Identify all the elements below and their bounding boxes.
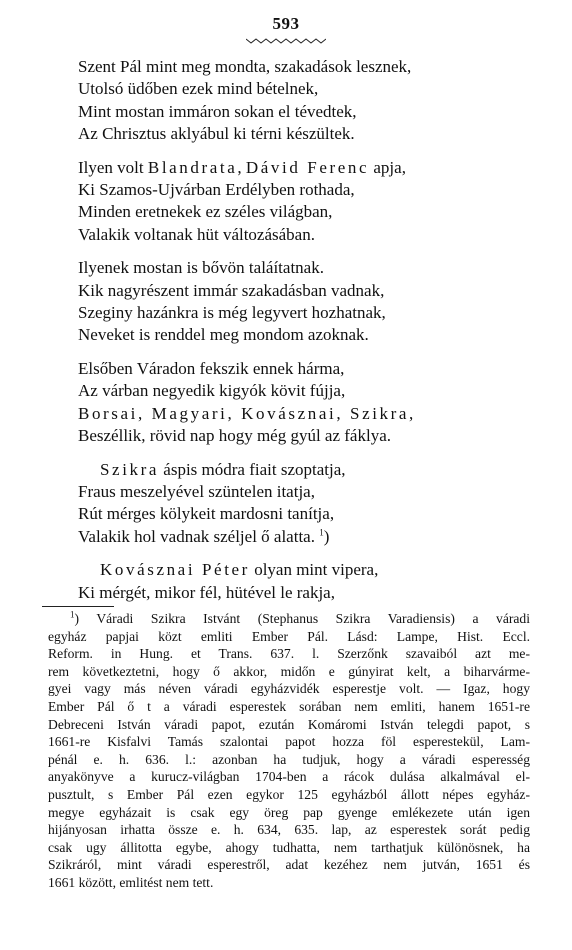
poem-line: Rút mérges kölykeit mardosni tanítja, — [78, 504, 335, 524]
spaced-name: Dávid Ferenc — [245, 157, 370, 177]
poem-line: Ki Szamos-Ujvárban Erdélyben rothada, — [78, 180, 355, 200]
poem-line: Valakik voltanak hüt változásában. — [78, 224, 315, 244]
poem-line-names: Borsai, Magyari, Kovásznai, Szikra, — [78, 403, 416, 423]
poem-line: Kik nagyrészent immár szakadásban vadnak, — [78, 280, 385, 300]
spaced-name: Blandrata — [147, 157, 238, 177]
footnote-line: anyakönyve a kurucz-világban 1704-ben a rácok dulása alkalmával el- — [48, 769, 530, 785]
footnote-line — [48, 610, 530, 628]
footnote-marker: 1 — [319, 527, 324, 538]
footnote-line: Reform. in Hung. et Trans. 637. l. Szerzőnk szavaiból azt me- — [48, 646, 530, 662]
footnote-line: rem következtetni, hogy ő akkor, midőn e gúnyirat kelt, a biharvárme- — [48, 663, 530, 679]
footnote-separator — [42, 606, 114, 607]
footnote-line: Debreceni István váradi papot, ezután Komáromi István telegdi papot, s — [48, 716, 530, 732]
footnote-line: pusztult, s Ember Pál ezen egykor 125 egyházból állott népes egyház- — [48, 786, 530, 802]
poem-line: Minden eretnekek ez széles világban, — [78, 202, 333, 222]
stanza-3 — [78, 257, 518, 347]
page-number-ornament — [246, 38, 326, 44]
poem-line: Beszéllik, rövid nap hogy még gyúl az fáklya. — [78, 426, 391, 446]
spaced-name: Kovásznai Péter — [100, 560, 250, 580]
poem-line: Szeginy hazánkra is még legyvert hozhatnak, — [78, 303, 386, 323]
poem-line: Valakik hol vadnak széljel ő alatta. $^1$) — [78, 526, 330, 546]
poem-line: Mint mostan immáron sokan el tévedtek, — [78, 101, 357, 121]
stanza-6 — [78, 559, 518, 604]
stanza-1 — [78, 56, 518, 146]
footnote-line: 1661-re Kisfalvi Tamás szalontai papot hozza föl esperestekül, Lam- — [48, 734, 530, 750]
page-number: 593 — [272, 14, 300, 33]
stanza-4 — [78, 358, 518, 448]
poem-line: Az várban negyedik kigyók kövit fújja, — [78, 381, 346, 401]
poem-line: Kovásznai Péter olyan mint vipera, — [100, 560, 379, 580]
stanza-5 — [78, 459, 518, 549]
footnote-text: ) Váradi Szikra Istvánt (Stephanus Szikra Varadiensis) a váradi — [74, 611, 530, 626]
poem-line: Ilyen volt Blandrata, Dávid Ferenc apja, — [78, 157, 406, 177]
footnote-line: 1661 között, emlitést nem tett. — [48, 874, 214, 890]
footnote-line: Ember Pál ő t a váradi esperestek sorában nem emliti, hanem 1651-re — [48, 698, 530, 714]
footnote-line: csak ugy állitotta egybe, ahogy tudhatta, nem tarthatjuk különösnek, ha — [48, 839, 530, 855]
poem-line: Elsőben Váradon fekszik ennek hárma, — [78, 358, 345, 378]
poem-line: Utolsó üdőben ezek mind bételnek, — [78, 79, 319, 99]
stanza-2 — [78, 157, 518, 247]
footnote-line: gyei vagy más néven váradi egyházvidék esperestje volt. — Igaz, hogy — [48, 681, 530, 697]
poem-line: Ki mérgét, mikor fél, hütével le rakja, — [78, 582, 335, 602]
poem-line: Ilyenek mostan is bővön taláítatnak. — [78, 258, 324, 278]
footnote-line: hijányosan irhatta össze e. h. 634, 635. lap, az esperestek sorát pedig — [48, 822, 530, 838]
spaced-name: Szikra — [100, 459, 160, 479]
footnote-line: Szikráról, mint váradi esperestről, adat kezéhez nem jutván, 1651 és — [48, 857, 530, 873]
poem-line: Az Chrisztus aklyábul ki térni készültek. — [78, 124, 355, 144]
footnote-number: 1 — [70, 609, 75, 620]
poem — [78, 56, 518, 615]
poem-line: Neveket is renddel meg mondom azoknak. — [78, 325, 369, 345]
poem-line: Fraus meszelyével szüntelen itatja, — [78, 481, 315, 501]
footnote — [48, 610, 530, 892]
footnote-line: egyház papjai közt emliti Ember Pál. Lásd: Lampe, Hist. Eccl. — [48, 628, 530, 644]
poem-line: Szent Pál mint meg mondta, szakadások lesznek, — [78, 57, 412, 76]
footnote-line: pénál e. h. 636. l.: azonban ha tudjuk, hogy a váradi esperesség — [48, 751, 530, 767]
footnote-line: megye egyházait is csak egy öreg pap gyenge emlékezete után igen — [48, 804, 530, 820]
poem-line: Szikra áspis módra fiait szoptatja, — [100, 459, 346, 479]
